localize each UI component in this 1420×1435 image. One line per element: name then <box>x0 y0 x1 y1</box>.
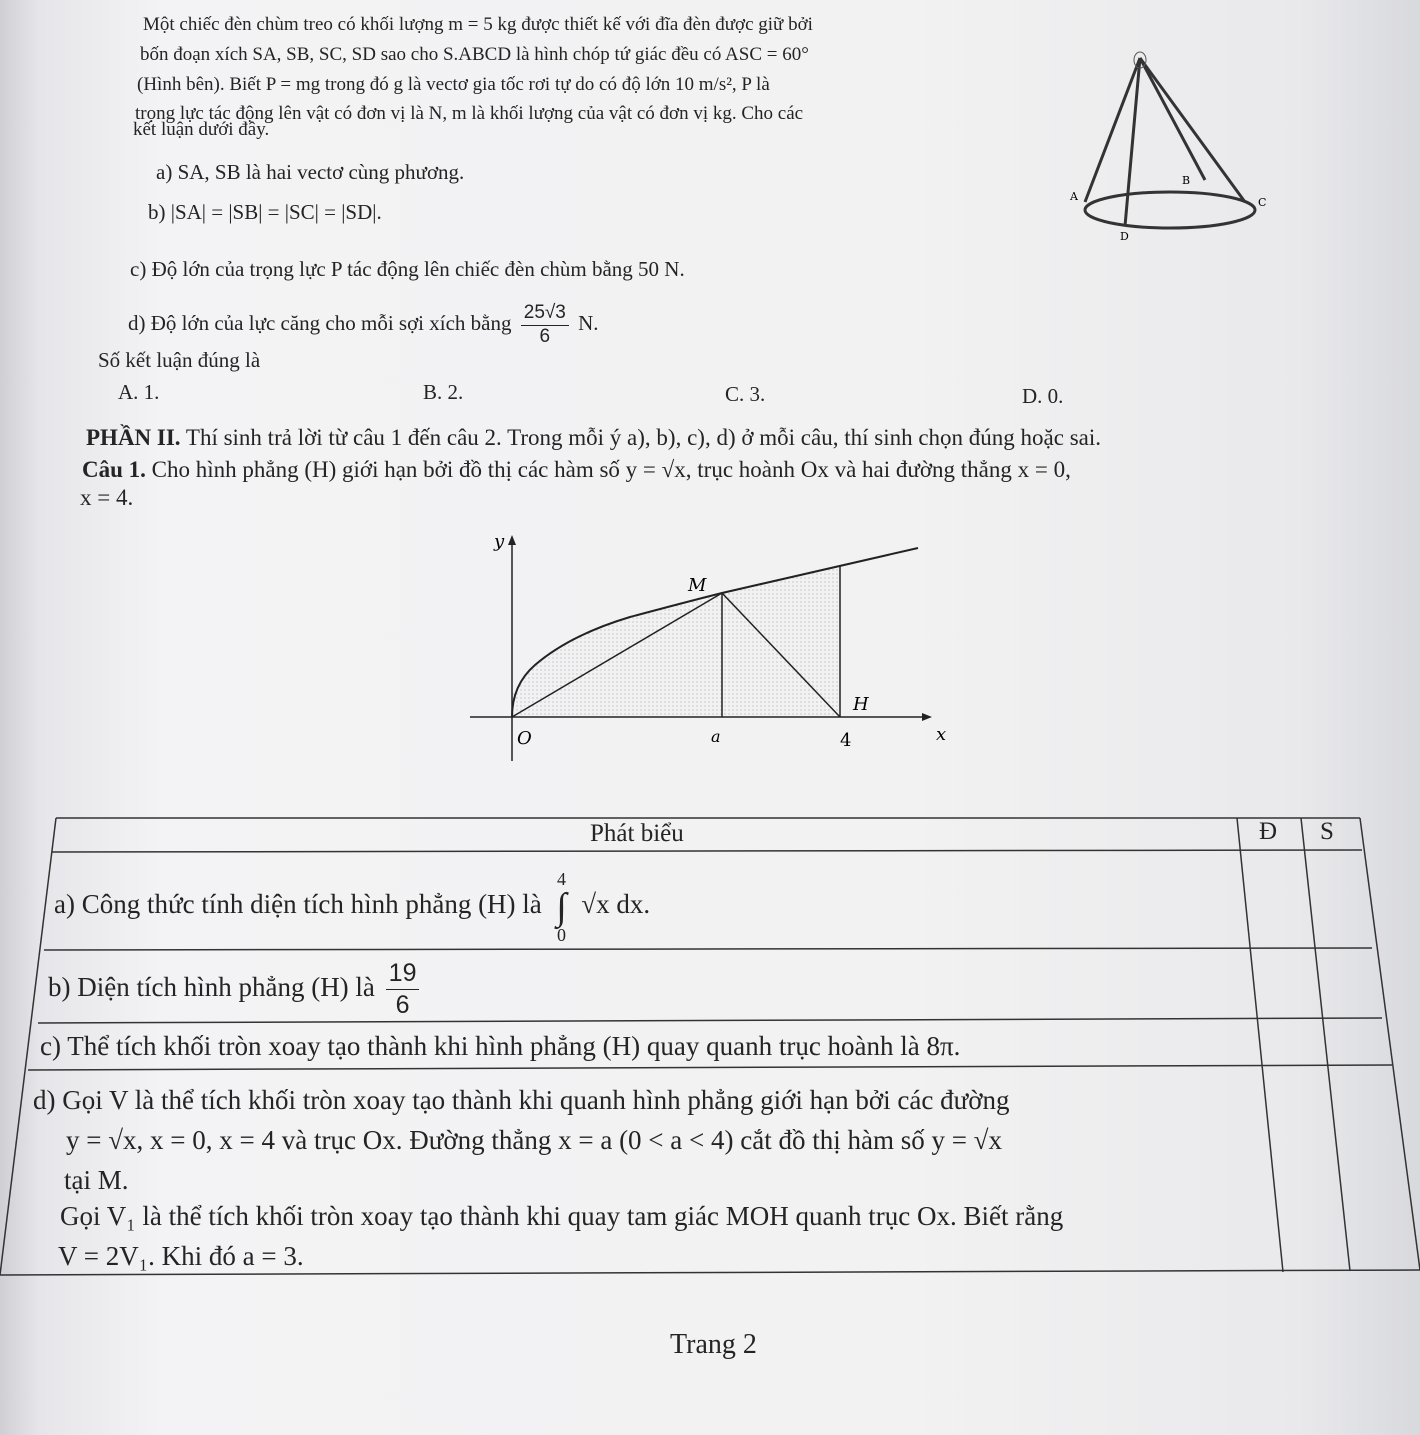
row-a-prefix: a) Công thức tính diện tích hình phẳng (H) là <box>54 889 542 920</box>
statement-d-suffix: N. <box>578 311 599 336</box>
row-d-line-5: V = 2V₁. Khi đó a = 3. <box>58 1241 304 1271</box>
intro-line-5: kết luận dưới đây. <box>133 119 270 140</box>
label-d: D <box>1120 230 1129 243</box>
statement-d-den: 6 <box>539 325 551 347</box>
question-1-line2: x = 4. <box>80 485 134 510</box>
intro-line-1: Một chiếc đèn chùm treo có khối lượng m = 5 kg được thiết kế với đĩa đèn được giữ bởi <box>143 14 813 35</box>
intro-line-3: (Hình bên). Biết P = mg trong đó g là vectơ gia tốc rơi tự do có độ lớn 10 m/s², P là <box>137 74 770 95</box>
row-a-integrand: √x dx. <box>581 889 651 920</box>
statement-d-prefix: d) Độ lớn của lực căng cho mỗi sợi xích bằng <box>128 311 512 336</box>
table-header-true: Đ <box>1259 818 1278 845</box>
statement-b: b) |SA| = |SB| = |SC| = |SD|. <box>148 200 382 224</box>
intro-line-2: bốn đoạn xích SA, SB, SC, SD sao cho S.ABCD là hình chóp tứ giác đều có ASC = 60° <box>140 44 809 65</box>
question-text: Số kết luận đúng là <box>98 348 261 372</box>
row-b-prefix: b) Diện tích hình phẳng (H) là <box>48 971 375 1002</box>
label-b: B <box>1182 174 1191 187</box>
part2-heading-bold: PHẦN II. <box>86 425 181 450</box>
label-o: O <box>517 728 532 749</box>
label-x: x <box>936 724 947 745</box>
row-d-line-3: tại M. <box>64 1165 129 1195</box>
option-a: A. 1. <box>118 380 160 404</box>
statement-d-num: 25√3 <box>521 302 569 326</box>
integral-symbol: 4 ∫ 0 <box>556 869 567 945</box>
label-a-tick: a <box>711 727 721 746</box>
page-number: Trang 2 <box>670 1329 757 1360</box>
row-b-den: 6 <box>395 991 410 1020</box>
row-c: c) Thể tích khối tròn xoay tạo thành khi hình phẳng (H) quay quanh trục hoành là 8π. <box>40 1031 961 1061</box>
label-m: M <box>688 575 707 596</box>
label-four: 4 <box>840 730 852 751</box>
table-header-false: S <box>1320 818 1334 845</box>
row-b <box>48 958 423 1022</box>
intro-line-4: trọng lực tác động lên vật có đơn vị là N, m là khối lượng của vật có đơn vị kg. Cho các <box>135 103 804 124</box>
label-y: y <box>494 531 505 552</box>
integral-upper: 4 <box>557 869 567 889</box>
option-d: D. 0. <box>1022 384 1064 408</box>
row-b-fraction <box>386 958 420 1022</box>
label-c: C <box>1258 196 1267 209</box>
question-1-line1: Cho hình phẳng (H) giới hạn bởi đồ thị các hàm số y = √x, trục hoành Ox và hai đường thẳng x = 0, <box>151 457 1071 482</box>
option-b: B. 2. <box>423 380 464 404</box>
row-b-num: 19 <box>386 958 420 990</box>
integral-lower: 0 <box>557 925 567 945</box>
question-1-bold: Câu 1. <box>82 457 146 482</box>
row-d-line-4: Gọi V₁ là thể tích khối tròn xoay tạo thành khi quay tam giác MOH quanh trục Ox. Biết rằng <box>60 1201 1064 1231</box>
row-d-line-2: y = √x, x = 0, x = 4 và trục Ox. Đường thẳng x = a (0 < a < 4) cắt đồ thị hàm số y = √x <box>66 1125 1002 1155</box>
label-a: A <box>1070 190 1078 203</box>
row-a <box>54 870 650 944</box>
table-header-statement: Phát biểu <box>590 820 684 847</box>
label-h: H <box>853 694 869 715</box>
row-d-line-1: d) Gọi V là thể tích khối tròn xoay tạo thành khi quanh hình phẳng giới hạn bởi các đường <box>33 1085 1010 1115</box>
statement-c: c) Độ lớn của trọng lực P tác động lên chiếc đèn chùm bằng 50 N. <box>130 257 685 281</box>
part2-heading-rest: Thí sinh trả lời từ câu 1 đến câu 2. Trong mỗi ý a), b), c), d) ở mỗi câu, thí sinh chọn đúng hoặc sai. <box>185 425 1102 450</box>
statement-a: a) SA, SB là hai vectơ cùng phương. <box>156 160 465 184</box>
option-c: C. 3. <box>725 382 766 406</box>
